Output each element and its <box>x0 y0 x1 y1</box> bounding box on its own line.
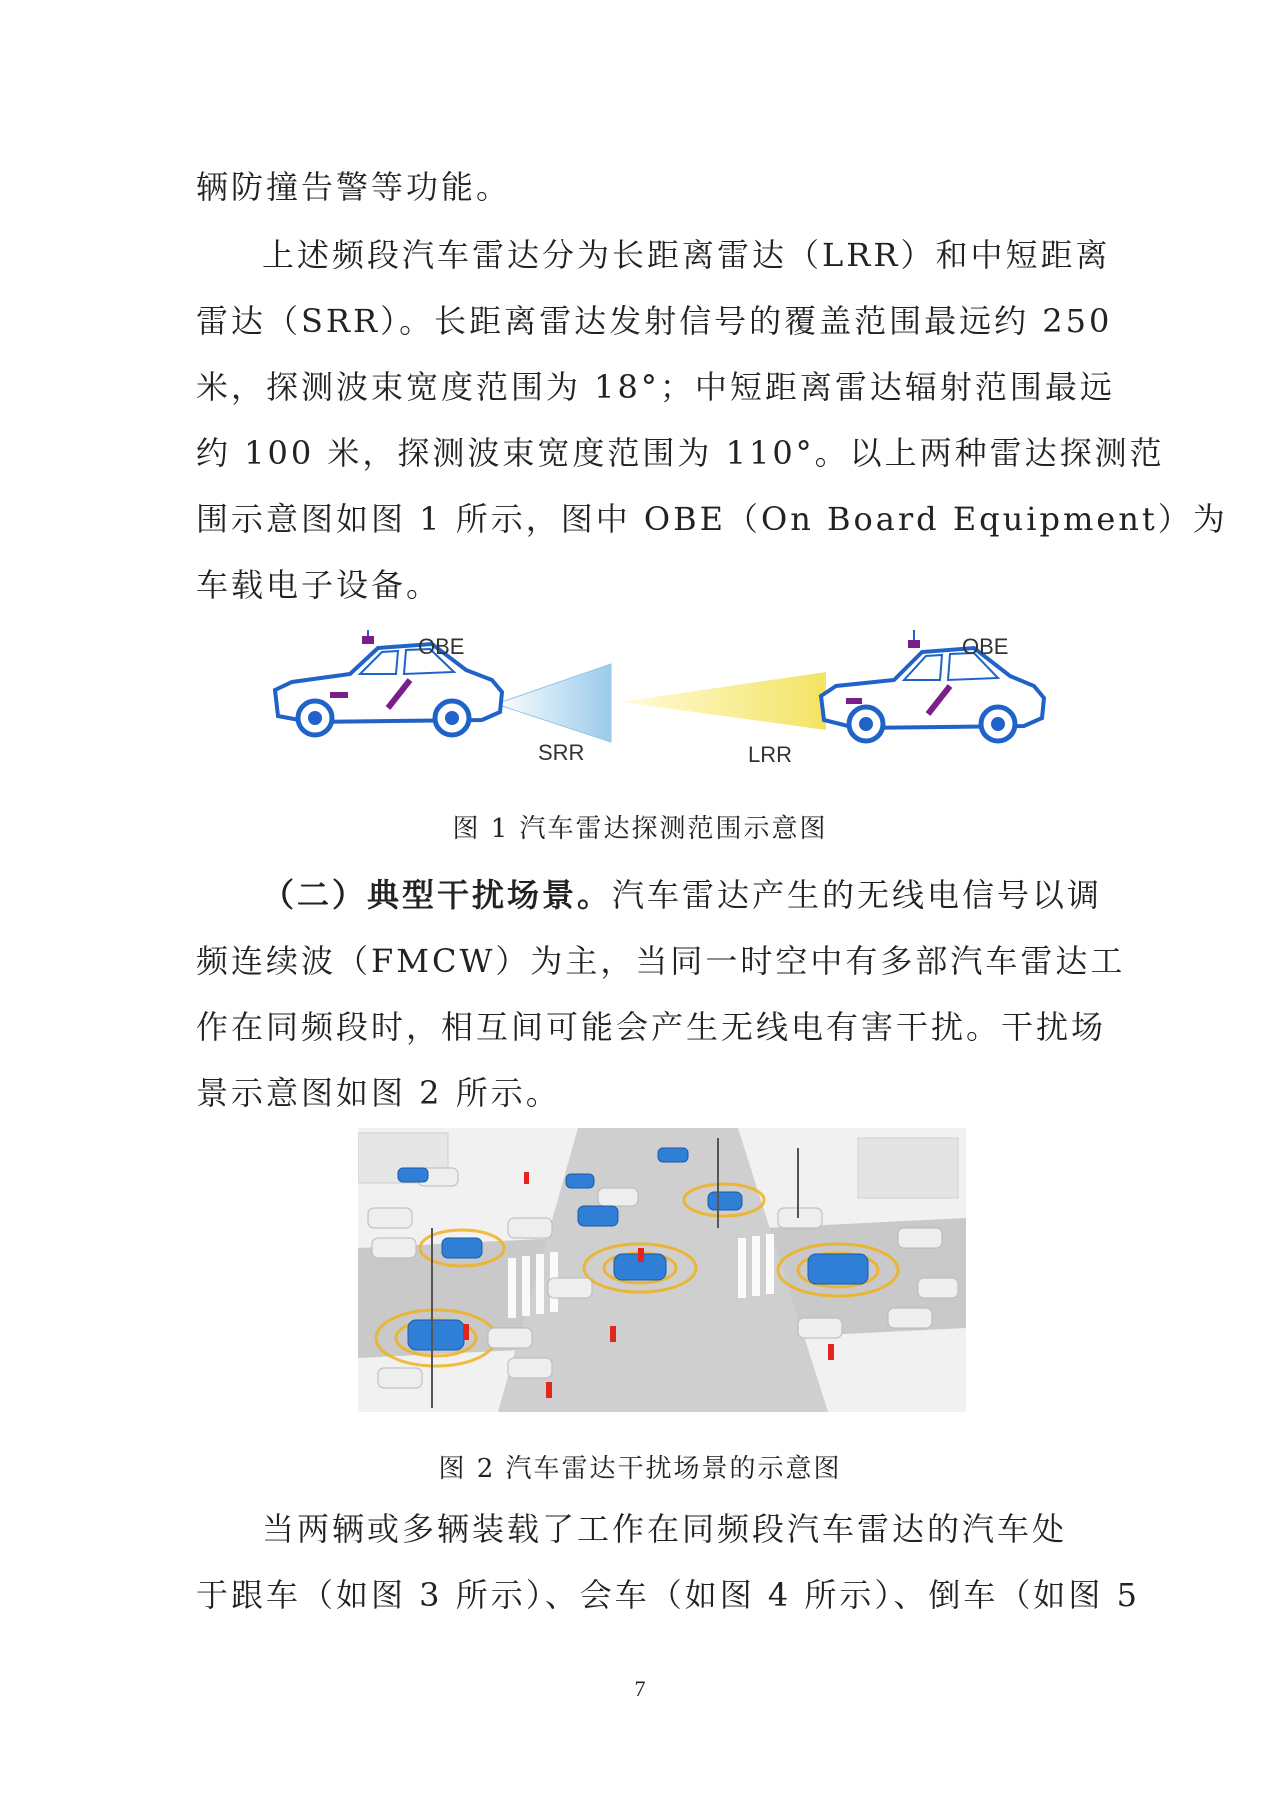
paragraph-0 <box>196 154 1084 220</box>
figure-1-caption: 图 1 汽车雷达探测范围示意图 <box>452 814 828 844</box>
srr-label: SRR <box>538 740 585 765</box>
text-line: 于跟车（如图 3 所示）、会车（如图 4 所示）、倒车（如图 5 <box>196 1576 1140 1614</box>
radar-car <box>708 1192 742 1210</box>
paragraph-3 <box>196 1496 1140 1628</box>
pedestrian <box>610 1326 616 1342</box>
text-line: 约 100 米，探测波束宽度范围为 110°。以上两种雷达探测范 <box>196 434 1165 472</box>
srr-beam <box>496 664 611 742</box>
page-number: 7 <box>634 1676 646 1701</box>
text-run: 汽车雷达产生的无线电信号以调 <box>612 876 1103 914</box>
pedestrian <box>546 1382 552 1398</box>
left-car <box>275 630 502 735</box>
text-line: 车载电子设备。 <box>196 566 442 604</box>
radar-car <box>808 1254 868 1284</box>
figure-1-radar-range-diagram <box>270 630 1070 780</box>
text-line: 作在同频段时，相互间可能会产生无线电有害干扰。干扰场 <box>196 1008 1107 1046</box>
pedestrian <box>524 1172 529 1184</box>
paragraph-1 <box>196 222 1228 618</box>
pedestrian <box>828 1344 834 1360</box>
obe-label-left: OBE <box>418 634 465 659</box>
radar-car <box>658 1148 688 1162</box>
text-line: 上述频段汽车雷达分为长距离雷达（LRR）和中短距离 <box>262 236 1111 274</box>
radar-car <box>408 1320 464 1350</box>
radar-car <box>566 1174 594 1188</box>
lrr-beam <box>620 672 826 730</box>
figure-2-interference-scene <box>358 1128 966 1412</box>
obe-label-right: OBE <box>962 634 1009 659</box>
radar-car <box>578 1206 618 1226</box>
paragraph-2 <box>196 862 1126 1126</box>
text-line: 雷达（SRR）。长距离雷达发射信号的覆盖范围最远约 250 <box>196 302 1113 340</box>
text-line: 围示意图如图 1 所示，图中 OBE（On Board Equipment）为 <box>196 500 1228 538</box>
text-line: 当两辆或多辆装载了工作在同频段汽车雷达的汽车处 <box>262 1510 1068 1548</box>
lrr-label: LRR <box>748 742 793 767</box>
figure-2-caption: 图 2 汽车雷达干扰场景的示意图 <box>438 1454 842 1484</box>
text-line: 景示意图如图 2 所示。 <box>196 1074 561 1112</box>
pedestrian <box>638 1248 644 1262</box>
text-line: 频连续波（FMCW）为主，当同一时空中有多部汽车雷达工 <box>196 942 1126 980</box>
radar-car <box>442 1238 482 1258</box>
text-line <box>196 862 1103 928</box>
section-heading: （二）典型干扰场景。 <box>262 876 613 914</box>
right-car <box>821 630 1044 741</box>
pedestrian <box>463 1324 469 1340</box>
text-line: 辆防撞告警等功能。 <box>196 168 512 206</box>
text-line: 米，探测波束宽度范围为 18°；中短距离雷达辐射范围最远 <box>196 368 1115 406</box>
radar-car <box>398 1168 428 1182</box>
